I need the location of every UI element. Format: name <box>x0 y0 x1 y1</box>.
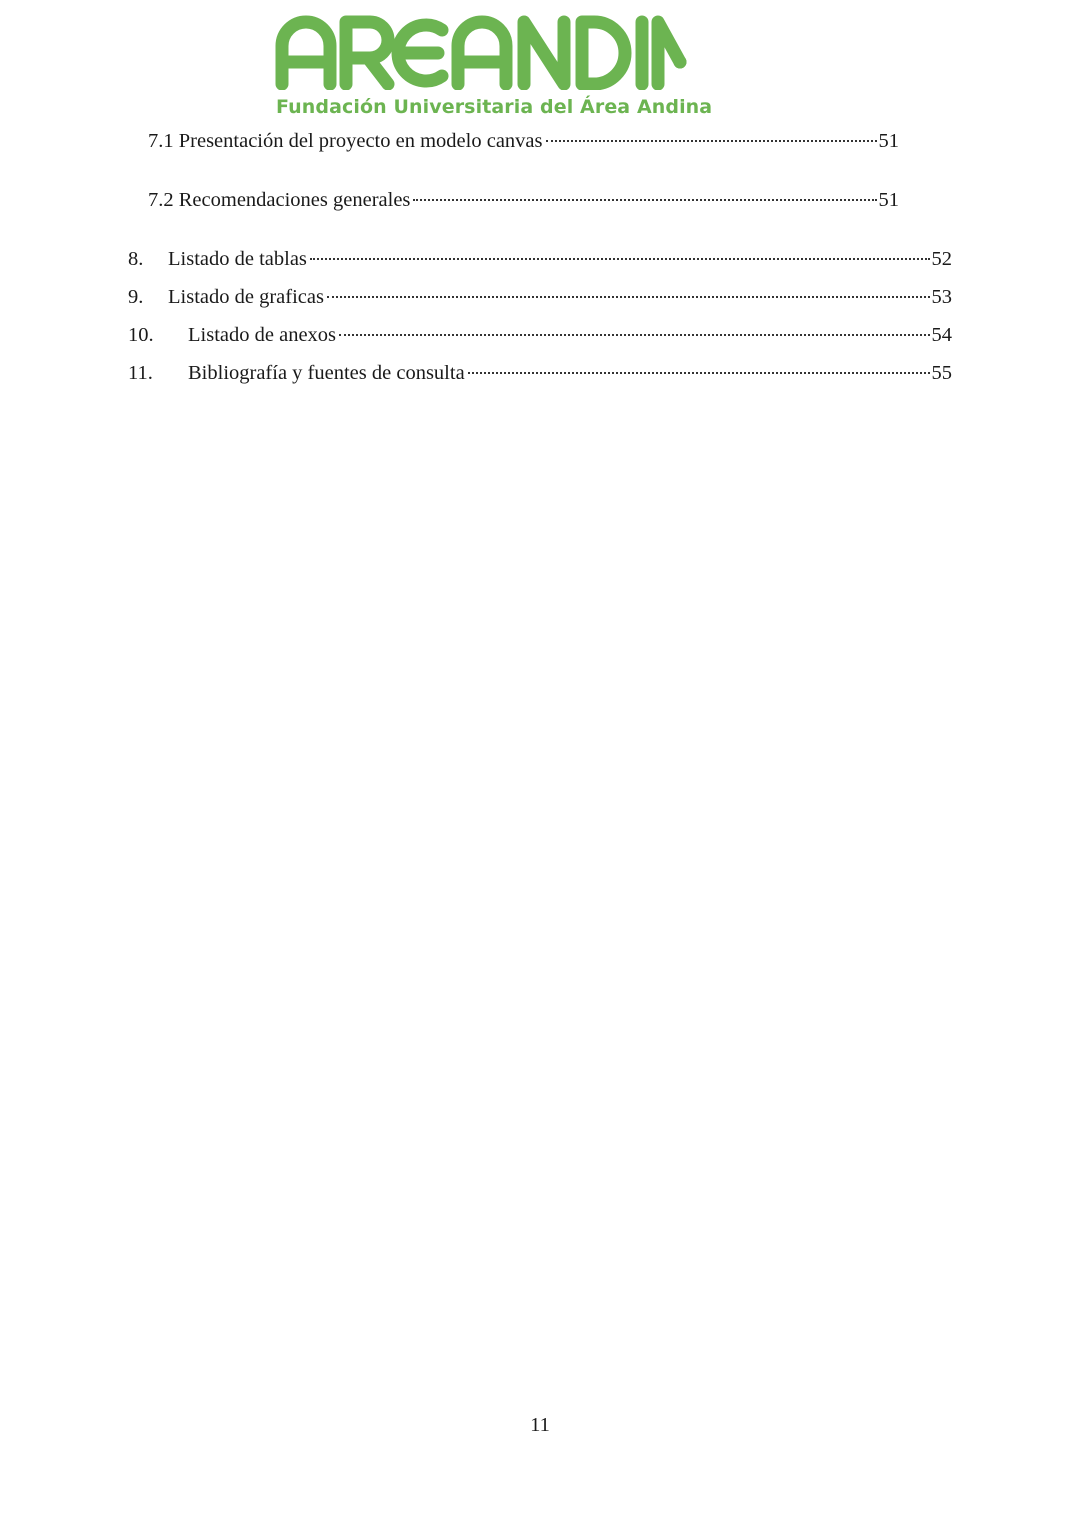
toc-entry-title: 7.1 Presentación del proyecto en modelo canvas <box>148 130 543 152</box>
areandina-wordmark-icon <box>274 12 694 90</box>
page-number: 11 <box>530 1414 550 1436</box>
toc-entry-number: 9. <box>128 286 144 308</box>
dot-leader <box>310 258 930 260</box>
toc-entry-number: 10. <box>128 324 154 346</box>
toc-entry-title: Listado de anexos <box>188 324 337 346</box>
toc-entry-title: Listado de tablas <box>168 248 307 270</box>
toc-entry-10[interactable] <box>128 322 952 348</box>
toc-entry-page: 52 <box>931 248 952 270</box>
toc-entry-page: 51 <box>878 130 899 152</box>
toc-entry-7-2[interactable] <box>148 187 899 213</box>
toc-entry-page: 54 <box>931 324 952 346</box>
toc-entry-title: Bibliografía y fuentes de consulta <box>188 362 465 384</box>
toc-entry-title: 7.2 Recomendaciones generales <box>148 189 411 211</box>
dot-leader <box>339 334 929 336</box>
toc-entry-8[interactable] <box>128 246 952 272</box>
dot-leader <box>468 372 930 374</box>
toc-entry-title: Listado de graficas <box>168 286 324 308</box>
toc-entry-page: 55 <box>931 362 952 384</box>
toc-entry-number: 8. <box>128 248 144 270</box>
toc-entry-9[interactable] <box>128 284 952 310</box>
toc-entry-page: 51 <box>878 189 899 211</box>
logo-tagline: Fundación Universitaria del Área Andina <box>276 96 713 118</box>
toc-entry-number: 11. <box>128 362 153 384</box>
toc-entry-11[interactable] <box>128 360 952 386</box>
dot-leader <box>327 296 930 298</box>
dot-leader <box>546 140 877 142</box>
toc-entry-7-1[interactable] <box>148 128 899 154</box>
toc-entry-page: 53 <box>931 286 952 308</box>
dot-leader <box>413 199 876 201</box>
areandina-logo <box>274 8 713 118</box>
